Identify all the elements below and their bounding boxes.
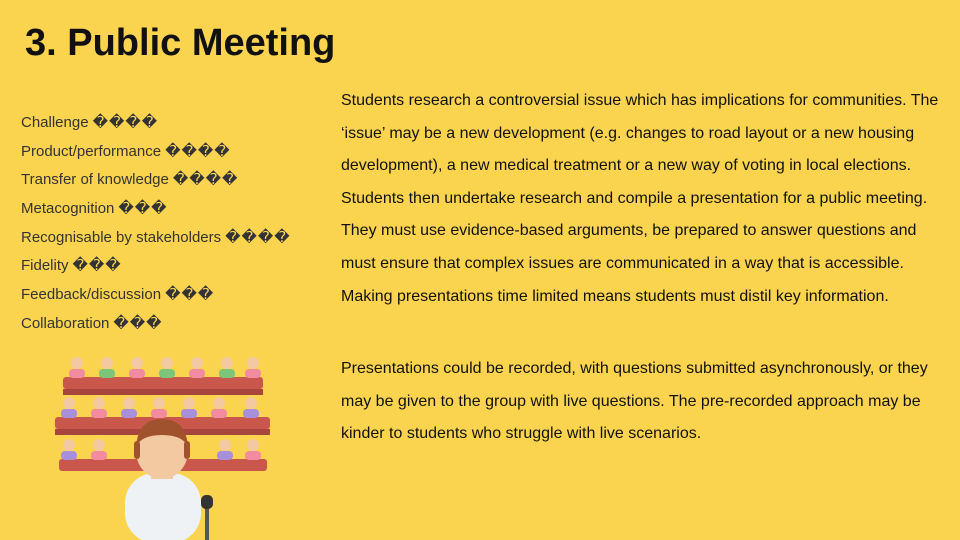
criterion-label: Metacognition	[21, 200, 115, 218]
criterion-label: Feedback/discussion	[21, 286, 162, 304]
criterion-rating: ���	[118, 199, 168, 218]
speaker-figure	[125, 419, 201, 540]
criterion-challenge	[21, 108, 321, 137]
audience-row-top	[63, 357, 263, 395]
criterion-rating: ����	[172, 170, 239, 189]
description-paragraph-1: Students research a controversial issue which has implications for communities. The ‘issue’ may be a new development (e.g. changes to road layout or a new housing development), a new medical treatment or a new way of voting in local elections. Students then undertake research and compile a presentation for a public meeting. They must use evidence-based arguments, be prepared to answer questions and must ensure that complex issues are communicated in a way that is accessible. Making presentations time limited means students must distil key information.	[341, 92, 939, 305]
criterion-product-performance	[21, 137, 321, 166]
criterion-label: Product/performance	[21, 142, 162, 160]
criterion-transfer-of-knowledge	[21, 165, 321, 194]
page-title: 3. Public Meeting	[25, 22, 336, 64]
criterion-label: Fidelity	[21, 257, 69, 275]
criterion-rating: ���	[72, 256, 122, 275]
criteria-list	[21, 108, 321, 338]
criterion-label: Recognisable by stakeholders	[21, 228, 222, 246]
description-paragraph-2: Presentations could be recorded, with questions submitted asynchronously, or they may be given to the group with live questions. The pre-recorded approach may be kinder to students who struggle with live scenarios.	[341, 360, 928, 443]
microphone-icon	[201, 495, 213, 540]
criterion-rating: ���	[113, 313, 163, 332]
criterion-fidelity	[21, 251, 321, 280]
criterion-rating: ���	[165, 285, 215, 304]
criterion-collaboration	[21, 309, 321, 338]
criterion-rating: ����	[165, 141, 231, 160]
criterion-rating: ����	[225, 227, 291, 246]
criterion-label: Collaboration	[21, 314, 110, 332]
criterion-metacognition	[21, 194, 321, 223]
criterion-label: Transfer of knowledge	[21, 171, 169, 189]
criterion-rating: ����	[92, 113, 159, 131]
criterion-recognisable-by-stakeholders	[21, 223, 321, 252]
public-meeting-illustration	[55, 355, 270, 540]
criterion-label: Challenge	[21, 114, 89, 131]
criterion-feedback-discussion	[21, 280, 321, 309]
